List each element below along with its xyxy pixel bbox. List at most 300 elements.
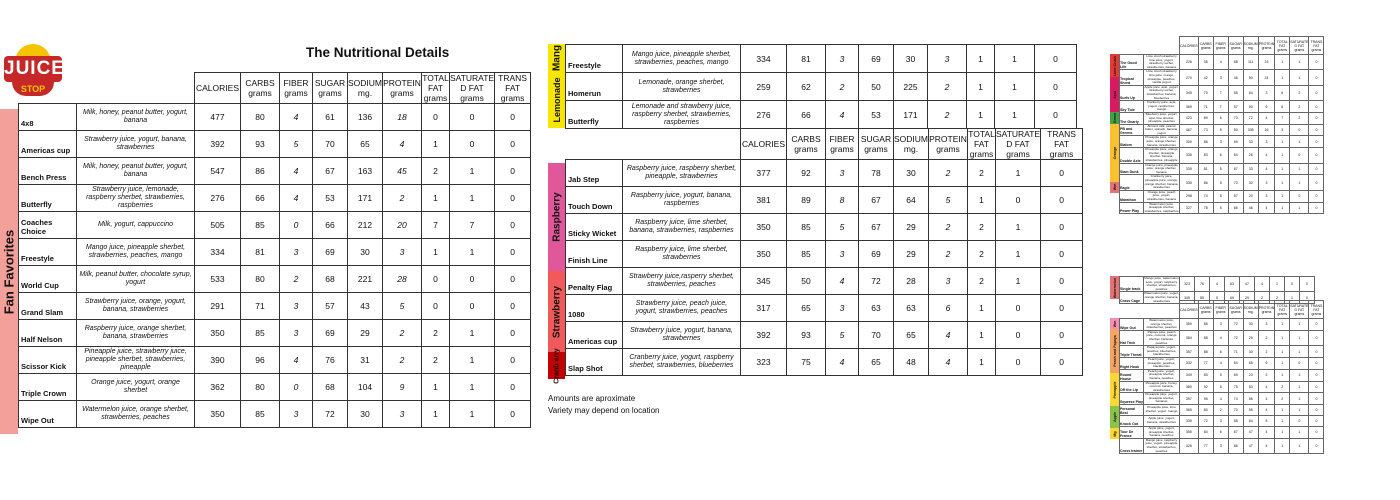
table-row bbox=[566, 322, 1083, 349]
mini-smoothie-name: PB and Greens bbox=[1120, 124, 1144, 136]
mini-value: 30 bbox=[1243, 319, 1258, 331]
nutrition-value: 70 bbox=[313, 131, 348, 158]
table-row bbox=[19, 293, 531, 320]
nutrition-value: 1 bbox=[995, 101, 1035, 129]
nutrition-value: 0 bbox=[422, 104, 450, 131]
nutrition-value: 104 bbox=[348, 374, 383, 401]
nutrition-value: 259 bbox=[741, 73, 787, 101]
mini-value: 0 bbox=[1285, 277, 1300, 292]
mini-value: 6 bbox=[1258, 357, 1275, 369]
nutrition-value: 63 bbox=[894, 295, 929, 322]
nutrition-value: 28 bbox=[383, 266, 422, 293]
nutrition-value: 81 bbox=[787, 45, 826, 73]
nutrition-value: 0 bbox=[495, 158, 531, 185]
mini-value: 69 bbox=[1225, 292, 1240, 304]
smoothie-ingredients: Milk, honey, peanut butter, yogurt, banana bbox=[77, 158, 195, 185]
mini-value: 5 bbox=[1213, 163, 1228, 175]
nutrition-value: 18 bbox=[383, 104, 422, 131]
nutrition-value: 50 bbox=[787, 268, 826, 295]
nutrition-value: 2 bbox=[968, 160, 996, 187]
mini-value: 335 bbox=[1180, 416, 1199, 427]
mini-value: 75 bbox=[1228, 381, 1243, 393]
nutrition-value: 3 bbox=[826, 160, 859, 187]
mini-value: 2 bbox=[1270, 292, 1285, 304]
mini-ingredients: Peach juice, yogurt, pineapple sherbet, banana, peaches bbox=[1144, 369, 1180, 381]
column-header: TOTAL FAT grams bbox=[422, 73, 449, 103]
nutrition-value: 362 bbox=[195, 374, 241, 401]
smoothie-ingredients: Watermelon juice, orange sherbet, strawberries, peaches bbox=[77, 401, 195, 428]
mini-value: 0 bbox=[1290, 190, 1309, 202]
category-label: Green bbox=[1112, 112, 1117, 123]
smoothie-name: Grand Slam bbox=[19, 293, 77, 320]
mini-value: 0 bbox=[1309, 357, 1324, 369]
mini-value: 95 bbox=[1198, 393, 1213, 405]
nutrition-value: 323 bbox=[741, 349, 787, 376]
mini-value: 0 bbox=[1309, 330, 1324, 345]
mini-value: 7 bbox=[1213, 85, 1228, 100]
mini-smoothie-name: Tropical Shred bbox=[1120, 70, 1144, 85]
mini-ingredients: Watermelon juice, yogurt, orange sherbet, banana, strawberries bbox=[1144, 291, 1179, 303]
mini-smoothie-name: The Gnarly bbox=[1120, 112, 1144, 124]
nutrition-value: 2 bbox=[383, 185, 422, 212]
fan-favorites-category bbox=[0, 109, 18, 434]
column-header: CALORIES bbox=[741, 129, 787, 160]
mini-value: 33 bbox=[1243, 136, 1258, 148]
nutrition-value: 0 bbox=[996, 295, 1041, 322]
mini-column-header: TRANS FAT grams bbox=[1309, 37, 1324, 55]
nutrition-value: 2 bbox=[928, 73, 967, 101]
smoothie-name: Butterfly bbox=[19, 185, 77, 212]
nutrition-value: 276 bbox=[741, 101, 787, 129]
mini-category bbox=[1110, 54, 1119, 77]
mini-ingredients: Lime crush strawberry lime juice, mango, pineapple, peaches, vanilla yogurt bbox=[1144, 70, 1180, 85]
mini-ingredients: Cranberry juice, pineapple juice, orange, orange sherbet, banana, strawberries bbox=[1144, 174, 1179, 190]
nutrition-value: 381 bbox=[741, 187, 787, 214]
mini-value: 345 bbox=[1180, 292, 1195, 304]
mini-ingredients: Watermelon juice, orange sherbet, strawberries, peaches bbox=[1144, 319, 1180, 331]
nutrition-value: 171 bbox=[348, 185, 383, 212]
mini-value: 5 bbox=[1210, 292, 1225, 304]
nutrition-value: 6 bbox=[929, 295, 968, 322]
mini-value: 1 bbox=[1290, 427, 1309, 439]
mini-value: 1 bbox=[1290, 202, 1309, 214]
nutrition-value: 0 bbox=[495, 104, 531, 131]
nutrition-value: 69 bbox=[313, 239, 348, 266]
nutrition-value: 1 bbox=[450, 320, 495, 347]
nutrition-value: 350 bbox=[195, 320, 241, 347]
smoothie-ingredients: Lemonade and strawberry juice, raspberry sherbet, strawberries, raspberries bbox=[623, 101, 741, 129]
nutrition-value: 4 bbox=[280, 347, 313, 374]
mini-category bbox=[1110, 276, 1119, 299]
mini-value: 3 bbox=[1213, 319, 1228, 331]
mini-smoothie-name: Squeeze Play bbox=[1120, 393, 1144, 405]
mini-value: 1 bbox=[1270, 277, 1285, 292]
lemonade-category bbox=[548, 72, 565, 128]
mini-table-c bbox=[1119, 300, 1324, 454]
column-header: SATURATE D FAT grams bbox=[450, 73, 495, 103]
mini-value: 7 bbox=[1213, 101, 1228, 113]
mini-row bbox=[1120, 163, 1324, 175]
header-blank bbox=[77, 73, 195, 104]
table-row bbox=[19, 185, 531, 212]
nutrition-value: 1 bbox=[450, 158, 495, 185]
mini-value: 65 bbox=[1243, 357, 1258, 369]
mini-value: 349 bbox=[1180, 369, 1199, 381]
category-label: Pineapple bbox=[1112, 381, 1117, 398]
nutrition-value: 163 bbox=[348, 158, 383, 185]
nutrition-value: 53 bbox=[859, 101, 894, 129]
mini-value: 3 bbox=[1213, 70, 1228, 85]
nutrition-value: 4 bbox=[929, 322, 968, 349]
nutrition-value: 61 bbox=[313, 104, 348, 131]
nutrition-value: 547 bbox=[195, 158, 241, 185]
smoothie-ingredients: Milk, yogurt, cappuccino bbox=[77, 212, 195, 239]
mini-value: 73 bbox=[1198, 124, 1213, 136]
mini-category bbox=[1110, 318, 1119, 329]
nutrition-value: 5 bbox=[826, 214, 859, 241]
table-row bbox=[566, 268, 1083, 295]
mini-value: 2 bbox=[1290, 112, 1309, 124]
nutrition-value: 2 bbox=[422, 347, 450, 374]
mini-value: 0 bbox=[1290, 357, 1309, 369]
nutrition-value: 212 bbox=[348, 212, 383, 239]
nutrition-value: 0 bbox=[450, 266, 495, 293]
smoothie-ingredients: Strawberry juice, yogurt, banana, strawberries bbox=[77, 131, 195, 158]
nutrition-value: 43 bbox=[348, 293, 383, 320]
mini-value: 5 bbox=[1213, 124, 1228, 136]
mini-value: 3 bbox=[1275, 124, 1290, 136]
nutrition-value: 0 bbox=[1035, 45, 1077, 73]
mini-value: 4 bbox=[1258, 405, 1275, 416]
nutrition-value: 0 bbox=[450, 293, 495, 320]
mini-column-header: CALORIES bbox=[1180, 37, 1199, 55]
mini-value: 71 bbox=[1228, 346, 1243, 358]
nutrition-value: 4 bbox=[280, 104, 313, 131]
mini-category bbox=[1110, 112, 1119, 124]
mini-value: 4 bbox=[1258, 438, 1275, 453]
mini-value: 66 bbox=[1228, 438, 1243, 453]
mini-value: 2 bbox=[1258, 330, 1275, 345]
mini-value: 68 bbox=[1228, 55, 1243, 70]
table-row bbox=[19, 320, 531, 347]
mini-value: 1 bbox=[1275, 319, 1290, 331]
mini-value: 30 bbox=[1243, 346, 1258, 358]
mini-value: 3 bbox=[1258, 175, 1275, 190]
mini-smoothie-name: Cross Cage bbox=[1120, 292, 1144, 304]
nutrition-value: 53 bbox=[313, 185, 348, 212]
header-row bbox=[19, 73, 531, 104]
category-label: Cranb erry bbox=[553, 347, 560, 384]
mini-value: 83 bbox=[1198, 148, 1213, 163]
smoothie-name: Wipe Out bbox=[19, 401, 77, 428]
mini-value: 3 bbox=[1258, 136, 1275, 148]
mini-value: 4 bbox=[1258, 427, 1275, 439]
nutrition-value: 85 bbox=[241, 212, 280, 239]
mini-value: 53 bbox=[1243, 381, 1258, 393]
mini-value: 74 bbox=[1228, 393, 1243, 405]
nutrition-value: 30 bbox=[348, 401, 383, 428]
mini-value: 71 bbox=[1198, 101, 1213, 113]
nutrition-value: 1 bbox=[967, 45, 995, 73]
mini-value: 335 bbox=[1243, 124, 1258, 136]
mini-value: 397 bbox=[1180, 393, 1199, 405]
mini-value: 300 bbox=[1180, 136, 1199, 148]
mini-value: 29 bbox=[1240, 292, 1255, 304]
mini-value: 55 bbox=[1243, 405, 1258, 416]
mini-value: 323 bbox=[1180, 277, 1195, 292]
nutrition-value: 1 bbox=[450, 347, 495, 374]
mini-header-row bbox=[1120, 37, 1324, 55]
smoothie-name: World Cup bbox=[19, 266, 77, 293]
mini-value: 2 bbox=[1213, 405, 1228, 416]
mini-value: 0 bbox=[1309, 427, 1324, 439]
nutrition-value: 0 bbox=[495, 266, 531, 293]
table-row bbox=[566, 349, 1083, 376]
mini-column-header: SODIUM mg. bbox=[1243, 301, 1258, 319]
category-label: Lime Crush bbox=[1112, 55, 1117, 76]
nutrition-value: 85 bbox=[787, 214, 826, 241]
nutrition-value: 29 bbox=[894, 214, 929, 241]
nutrition-value: 30 bbox=[894, 45, 928, 73]
mini-value: 423 bbox=[1180, 112, 1199, 124]
mini-value: 365 bbox=[1180, 405, 1199, 416]
category-label: Wm bbox=[1112, 184, 1117, 191]
smoothie-ingredients: Cranberry juice, yogurt, raspberry sherbet, strawberries, blueberries bbox=[623, 349, 741, 376]
nutrition-value: 1 bbox=[968, 349, 996, 376]
mini-ingredients: Pineapple juice, orange sherbet, pineapple sherbet, banana, strawberries, pineapple bbox=[1145, 147, 1178, 163]
mini-ingredients: Cranberry juice, açaí, yogurt, raspberries, mango bbox=[1144, 101, 1180, 113]
berry-table bbox=[565, 128, 1083, 376]
nutrition-value: 1 bbox=[967, 101, 995, 129]
mini-value: 67 bbox=[1228, 163, 1243, 175]
logo-sub: STOP bbox=[12, 82, 54, 96]
nutrition-value: 334 bbox=[195, 239, 241, 266]
mini-ingredients: Pineapple juice, lime sherbet, yogurt, mango bbox=[1144, 405, 1180, 416]
mini-row bbox=[1120, 438, 1324, 453]
nutrition-value: 0 bbox=[1041, 187, 1083, 214]
column-header: CARBS grams bbox=[241, 73, 280, 104]
mini-value: 5 bbox=[1213, 190, 1228, 202]
mini-value: 1 bbox=[1290, 369, 1309, 381]
nutrition-value: 3 bbox=[928, 45, 967, 73]
mini-smoothie-name: Tour De France bbox=[1120, 427, 1144, 439]
nutrition-value: 4 bbox=[383, 131, 422, 158]
nutrition-value: 1 bbox=[422, 374, 450, 401]
mini-value: 5 bbox=[1213, 175, 1228, 190]
mini-row bbox=[1120, 112, 1324, 124]
nutrition-value: 505 bbox=[195, 212, 241, 239]
smoothie-name: Coaches Choice bbox=[19, 212, 77, 239]
footnote: Amounts are aproximate bbox=[548, 394, 636, 403]
mini-value: 70 bbox=[1228, 112, 1243, 124]
nutrition-value: 66 bbox=[241, 185, 280, 212]
nutrition-value: 477 bbox=[195, 104, 241, 131]
nutrition-value: 2 bbox=[929, 214, 968, 241]
column-header: TOTAL FAT grams bbox=[968, 129, 995, 159]
mini-value: 3 bbox=[1213, 438, 1228, 453]
nutrition-value: 0 bbox=[996, 349, 1041, 376]
nutrition-value: 0 bbox=[1041, 322, 1083, 349]
nutrition-value: 1 bbox=[995, 73, 1035, 101]
mini-value: 47 bbox=[1243, 438, 1258, 453]
mini-value: 1 bbox=[1275, 438, 1290, 453]
mini-value: 380 bbox=[1180, 381, 1199, 393]
smoothie-ingredients: Raspberry juice, lime sherbet, banana, strawberries, raspberries bbox=[623, 214, 741, 241]
nutrition-value: 71 bbox=[241, 293, 280, 320]
mini-value: 1 bbox=[1275, 346, 1290, 358]
mini-ingredients: Peach juice, yogurt, pineapple, peaches, blackberries bbox=[1144, 357, 1180, 369]
mini-value: 1 bbox=[1275, 175, 1290, 190]
mini-smoothie-name: Cross trainer bbox=[1120, 438, 1144, 453]
mini-value: 0 bbox=[1290, 124, 1309, 136]
mini-value: 0 bbox=[1309, 101, 1324, 113]
mini-value: 4 bbox=[1210, 277, 1225, 292]
mini-value: 67 bbox=[1228, 427, 1243, 439]
nutrition-value: 89 bbox=[787, 187, 826, 214]
nutrition-value: 377 bbox=[741, 160, 787, 187]
category-label: Mang bbox=[551, 44, 562, 72]
nutrition-value: 8 bbox=[826, 187, 859, 214]
mini-value: 57 bbox=[1228, 101, 1243, 113]
mini-value: 78 bbox=[1198, 202, 1213, 214]
table-row bbox=[566, 73, 1077, 101]
mini-row bbox=[1120, 330, 1324, 345]
mini-smoothie-name: Hat Trick bbox=[1120, 330, 1144, 345]
mini-value: 335 bbox=[1180, 175, 1199, 190]
nutrition-value: 1 bbox=[422, 131, 450, 158]
nutrition-value: 7 bbox=[450, 212, 495, 239]
nutrition-value: 0 bbox=[422, 293, 450, 320]
table-row bbox=[19, 239, 531, 266]
mini-value: 81 bbox=[1198, 163, 1213, 175]
mini-smoothie-name: The Good Life bbox=[1120, 55, 1144, 70]
mini-value: 1 bbox=[1275, 369, 1290, 381]
mini-ingredients: Mango juice, watermelon juice, yogurt, raspberry sherbet, strawberries, peaches bbox=[1144, 276, 1179, 291]
nutrition-value: 0 bbox=[495, 131, 531, 158]
column-header: CARBS grams bbox=[787, 129, 826, 160]
mini-row bbox=[1120, 101, 1324, 113]
nutrition-value: 291 bbox=[195, 293, 241, 320]
mini-value: 0 bbox=[1309, 416, 1324, 427]
nutrition-value: 0 bbox=[1041, 295, 1083, 322]
smoothie-name: Butterfly bbox=[566, 101, 623, 129]
smoothie-name: 4x8 bbox=[19, 104, 77, 131]
nutrition-value: 0 bbox=[495, 212, 531, 239]
nutrition-value: 4 bbox=[826, 349, 859, 376]
mini-value: 47 bbox=[1240, 277, 1255, 292]
nutrition-value: 20 bbox=[383, 212, 422, 239]
nutrition-value: 80 bbox=[241, 374, 280, 401]
mini-value: 3 bbox=[1258, 319, 1275, 331]
mini-value: 90 bbox=[1243, 70, 1258, 85]
mini-value: 298 bbox=[1180, 190, 1199, 202]
mini-smoothie-name: Off the Lip bbox=[1120, 381, 1144, 393]
mini-value: 1 bbox=[1290, 175, 1309, 190]
mini-value: 369 bbox=[1180, 101, 1199, 113]
mini-value: 6 bbox=[1258, 101, 1275, 113]
mini-value: 326 bbox=[1180, 438, 1199, 453]
nutrition-value: 85 bbox=[241, 401, 280, 428]
nutrition-value: 392 bbox=[195, 131, 241, 158]
mini-value: 2 bbox=[1258, 346, 1275, 358]
table-row bbox=[566, 214, 1083, 241]
mini-value: 0 bbox=[1309, 438, 1324, 453]
mini-value: 33 bbox=[1243, 163, 1258, 175]
nutrition-value: 1 bbox=[968, 295, 996, 322]
mini-ingredients: Lime crush strawberry lime juice, yogurt, strawberry sorbet, strawberries, banana bbox=[1144, 55, 1180, 70]
nutrition-value: 29 bbox=[348, 320, 383, 347]
nutrition-value: 80 bbox=[241, 266, 280, 293]
mini-value: 5 bbox=[1213, 202, 1228, 214]
cranberry-category bbox=[548, 347, 565, 384]
nutrition-value: 69 bbox=[313, 320, 348, 347]
mini-value: 58 bbox=[1228, 416, 1243, 427]
nutrition-value: 1 bbox=[996, 160, 1041, 187]
mini-value: 4 bbox=[1258, 148, 1275, 163]
mini-ingredients: Pineapple juice, yogurt, pineapple sherbet, bananas bbox=[1145, 392, 1178, 404]
mini-column-header: FIBER grams bbox=[1213, 37, 1228, 55]
nutrition-value: 63 bbox=[859, 295, 894, 322]
mini-value: 327 bbox=[1180, 202, 1199, 214]
nutrition-value: 225 bbox=[894, 73, 928, 101]
mini-value: 89 bbox=[1198, 112, 1213, 124]
mini-value: 0 bbox=[1309, 55, 1324, 70]
mini-ingredients: Apple juice, yogurt, pineapple sherbet, banana, peaches bbox=[1144, 427, 1180, 439]
nutrition-value: 350 bbox=[195, 401, 241, 428]
nutrition-value: 0 bbox=[996, 322, 1041, 349]
table-row bbox=[566, 160, 1083, 187]
nutrition-value: 67 bbox=[313, 158, 348, 185]
mini-value: 2 bbox=[1255, 292, 1270, 304]
smoothie-name: Penalty Flag bbox=[566, 268, 623, 295]
mini-value: 6 bbox=[1275, 85, 1290, 100]
mini-ingredients: Papaya juice, peach juice, coconut, orange sherbet, bananas, peaches bbox=[1144, 330, 1180, 345]
mini-value: 332 bbox=[1180, 357, 1199, 369]
mini-column-header: SATURATE D FAT grams bbox=[1290, 301, 1309, 319]
nutrition-value: 0 bbox=[1035, 101, 1077, 129]
mini-value: 0 bbox=[1309, 405, 1324, 416]
nutrition-value: 2 bbox=[383, 347, 422, 374]
nutrition-value: 5 bbox=[280, 131, 313, 158]
column-header: SODIUM mg. bbox=[894, 129, 929, 160]
nutrition-value: 3 bbox=[280, 320, 313, 347]
nutrition-value: 64 bbox=[894, 187, 929, 214]
mini-value: 0 bbox=[1309, 85, 1324, 100]
nutrition-value: 2 bbox=[280, 266, 313, 293]
nutrition-value: 3 bbox=[929, 268, 968, 295]
mini-value: 23 bbox=[1243, 369, 1258, 381]
mini-value: 1 bbox=[1290, 136, 1309, 148]
nutrition-value: 9 bbox=[383, 374, 422, 401]
mini-value: 1 bbox=[1275, 357, 1290, 369]
mini-smoothie-name: Slalom bbox=[1120, 136, 1144, 148]
table-row bbox=[566, 241, 1083, 268]
mini-value: 1 bbox=[1290, 381, 1309, 393]
nutrition-value: 75 bbox=[787, 349, 826, 376]
nutrition-value: 0 bbox=[1035, 73, 1077, 101]
nutrition-value: 72 bbox=[313, 401, 348, 428]
mini-value: 0 bbox=[1309, 190, 1324, 202]
column-header: FIBER grams bbox=[826, 129, 859, 160]
nutrition-value: 28 bbox=[894, 268, 929, 295]
nutrition-value: 0 bbox=[450, 131, 495, 158]
mini-value: 0 bbox=[1300, 277, 1315, 292]
mini-value: 5 bbox=[1258, 416, 1275, 427]
header-blank bbox=[19, 73, 77, 104]
mini-value: 6 bbox=[1275, 101, 1290, 113]
nutrition-value: 93 bbox=[787, 322, 826, 349]
mini-ingredients: Mango juice, raspberry juice, yogurt, pineapple sherbet, strawberries, peaches bbox=[1144, 438, 1180, 453]
